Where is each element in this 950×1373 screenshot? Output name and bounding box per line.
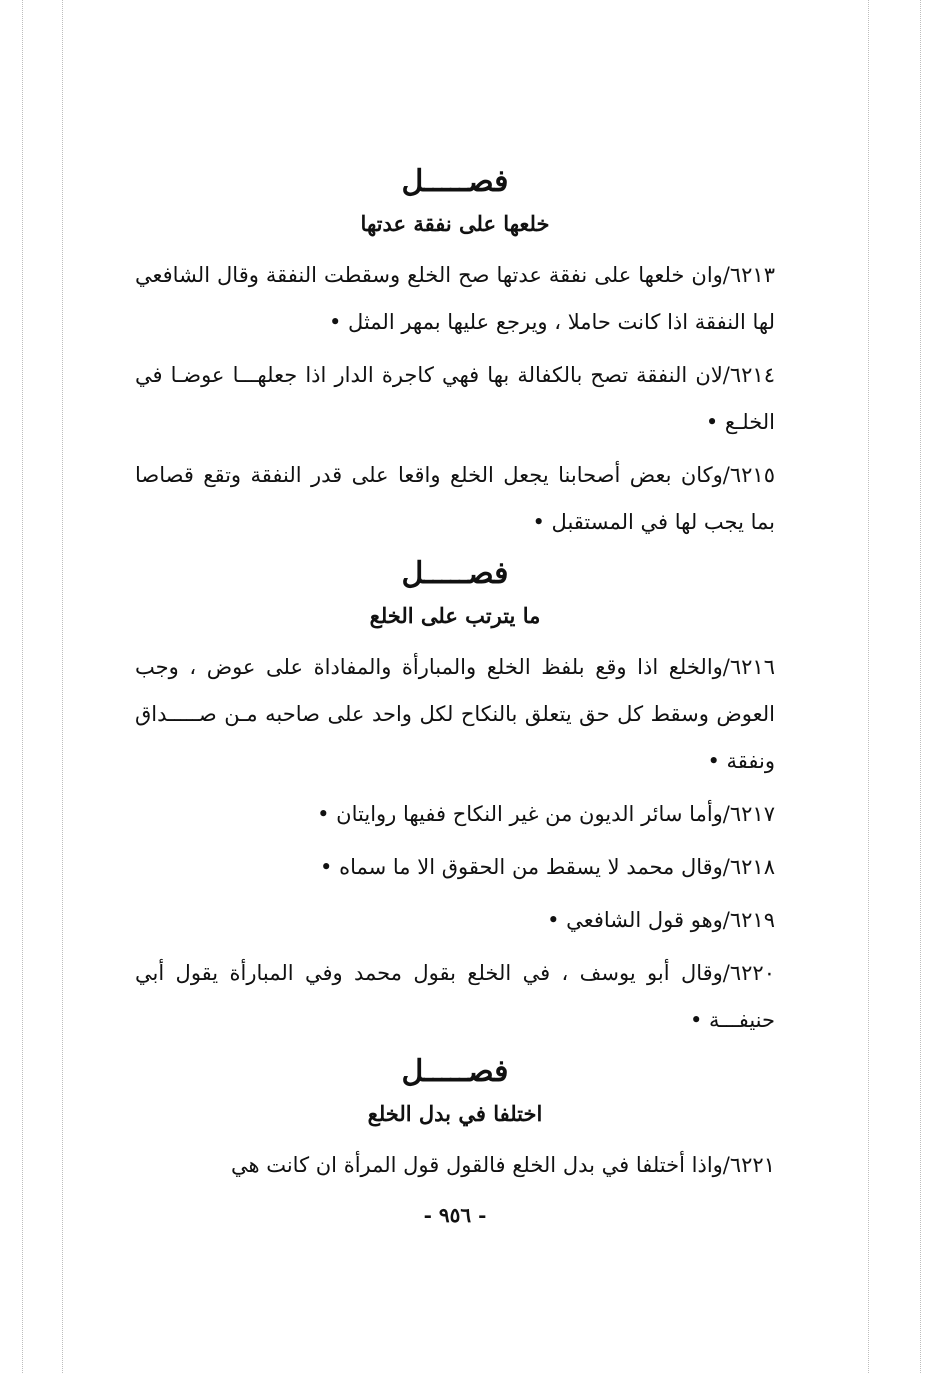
paragraph-6213: ٦٢١٣/وان خلعها على نفقة عدتها صح الخلع وسقطت النفقة وقال الشافعي لها النفقة اذا كانت حاملا ، ويرجع عليها بمهر المثل • <box>135 263 775 334</box>
section-1 <box>135 160 775 546</box>
section-heading: فصـــــل <box>401 1054 509 1089</box>
paragraph-6217: ٦٢١٧/وأما سائر الديون من غير النكاح ففيها روايتان • <box>317 802 775 826</box>
margin-guide-line <box>22 0 23 1373</box>
paragraph-6220: ٦٢٢٠/وقال أبو يوسف ، في الخلع بقول محمد وفي المبارأة يقول أبي حنيفـــة • <box>135 961 775 1032</box>
section-heading: فصـــــل <box>401 164 509 199</box>
section-subheading: خلعها على نفقة عدتها <box>360 211 550 236</box>
section-3 <box>135 1050 775 1189</box>
section-subheading: ما يترتب على الخلع <box>369 603 541 628</box>
page-content <box>135 160 775 1235</box>
paragraph-6221: ٦٢٢١/واذا أختلفا في بدل الخلع فالقول قول المرأة ان كانت هي <box>230 1153 775 1177</box>
section-heading: فصـــــل <box>401 556 509 591</box>
paragraph-6215: ٦٢١٥/وكان بعض أصحابنا يجعل الخلع واقعا على قدر النفقة وتقع قصاصا بما يجب لها في المستقبل • <box>135 463 775 534</box>
section-2 <box>135 552 775 1044</box>
section-subheading: اختلفا في بدل الخلع <box>367 1101 543 1126</box>
margin-guide-line <box>868 0 869 1373</box>
margin-guide-line <box>62 0 63 1373</box>
page-number: - ٩٥٦ - <box>423 1203 487 1227</box>
paragraph-6214: ٦٢١٤/لان النفقة تصح بالكفالة بها فهي كاجرة الدار اذا جعلهـــا عوضـا في الخلـع • <box>135 363 775 434</box>
paragraph-6218: ٦٢١٨/وقال محمد لا يسقط من الحقوق الا ما سماه • <box>320 855 775 879</box>
margin-guide-line <box>920 0 921 1373</box>
paragraph-6219: ٦٢١٩/وهو قول الشافعي • <box>547 908 775 932</box>
paragraph-6216: ٦٢١٦/والخلع اذا وقع بلفظ الخلع والمبارأة والمفاداة على عوض ، وجب العوض وسقط كل حق يتعلق بالنكاح لكل واحد على صاحبه مـن صـــــداق ونفقة • <box>135 655 775 773</box>
